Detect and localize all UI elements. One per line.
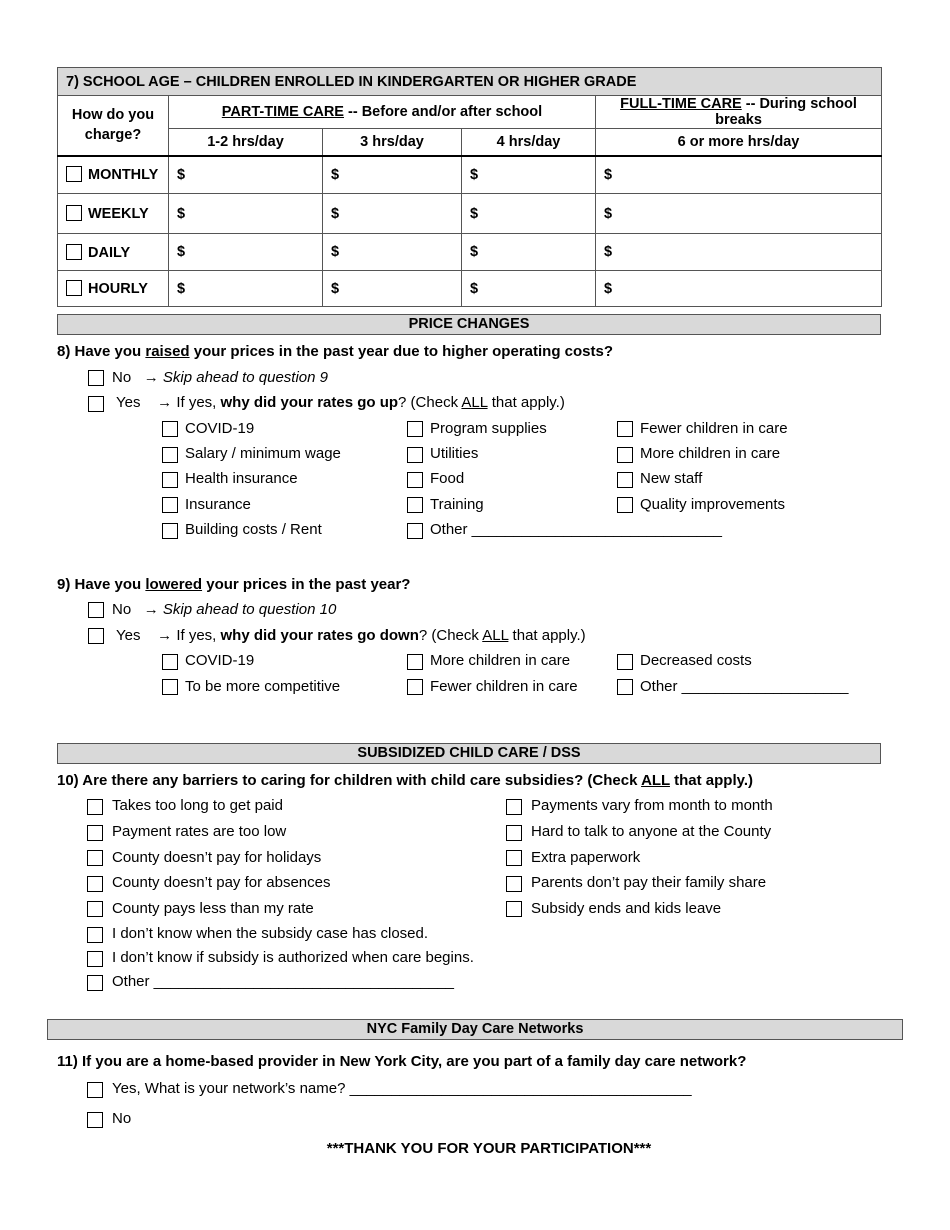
q8-reason-label: Training xyxy=(430,496,484,513)
q10-barrier-label: Subsidy ends and kids leave xyxy=(531,900,722,917)
q8-reason-checkbox[interactable] xyxy=(617,497,633,513)
q11-yes-checkbox[interactable] xyxy=(87,1082,103,1098)
q8-question: 8) Have you raised your prices in the past year due to higher operating costs? xyxy=(57,343,613,360)
q8-reason-checkbox[interactable] xyxy=(162,421,178,437)
q11-no-checkbox[interactable] xyxy=(87,1112,103,1128)
rate-input[interactable]: $ xyxy=(462,234,596,271)
q9-yes-option: Yes → If yes, why did your rates go down? (Check ALL that apply.) xyxy=(116,627,586,644)
q8-reason-label: New staff xyxy=(640,470,703,487)
q10-barrier-label: Takes too long to get paid xyxy=(112,797,283,814)
q10-barrier-checkbox[interactable] xyxy=(87,901,103,917)
q10-question: 10) Are there any barriers to caring for children with child care subsidies? (Check ALL that apply.) xyxy=(57,772,754,789)
rate-input[interactable]: $ xyxy=(462,271,596,307)
q8-reason-checkbox[interactable] xyxy=(407,447,423,463)
q8-reason-checkbox[interactable] xyxy=(407,497,423,513)
rate-frequency-hourly: HOURLY xyxy=(58,271,169,307)
rate-frequency-daily: DAILY xyxy=(58,234,169,271)
q10-barrier-checkbox[interactable] xyxy=(87,975,103,991)
col-header: 6 or more hrs/day xyxy=(596,129,882,156)
q10-barrier-checkbox[interactable] xyxy=(87,850,103,866)
col-header: 1-2 hrs/day xyxy=(169,129,323,156)
rate-input[interactable]: $ xyxy=(169,156,323,194)
q10-barrier-label: County doesn’t pay for absences xyxy=(112,874,331,891)
q8-reason-checkbox[interactable] xyxy=(162,523,178,539)
arrow-right-icon: → xyxy=(143,369,159,386)
q8-reason-label: COVID-19 xyxy=(185,420,255,437)
rate-input[interactable]: $ xyxy=(169,271,323,307)
q9-yes-checkbox[interactable] xyxy=(88,628,104,644)
hourly-checkbox[interactable] xyxy=(66,280,82,296)
q8-no-option: No → Skip ahead to question 9 xyxy=(112,369,328,386)
arrow-right-icon: → xyxy=(157,627,173,644)
q10-other-field[interactable]: Other ____________________________________ xyxy=(112,973,455,990)
q8-reason-checkbox[interactable] xyxy=(407,472,423,488)
q9-reason-label: Decreased costs xyxy=(640,652,752,669)
q8-reason-label: More children in care xyxy=(640,445,781,462)
rate-input[interactable]: $ xyxy=(596,271,882,307)
q10-barrier-checkbox[interactable] xyxy=(87,951,103,967)
q8-reason-label: Program supplies xyxy=(430,420,547,437)
rate-input[interactable]: $ xyxy=(323,271,462,307)
q9-reason-label: Fewer children in care xyxy=(430,678,578,695)
q10-barrier-checkbox[interactable] xyxy=(87,799,103,815)
q9-reason-checkbox[interactable] xyxy=(617,679,633,695)
q8-reason-label: Utilities xyxy=(430,445,479,462)
q8-reason-label: Fewer children in care xyxy=(640,420,788,437)
rate-input[interactable]: $ xyxy=(462,156,596,194)
rate-input[interactable]: $ xyxy=(462,194,596,234)
rate-input[interactable]: $ xyxy=(169,234,323,271)
part-time-header: PART-TIME CARE -- Before and/or after school xyxy=(169,96,596,129)
q8-reason-checkbox[interactable] xyxy=(617,421,633,437)
q10-barrier-label: County pays less than my rate xyxy=(112,900,314,917)
q8-reason-label: Quality improvements xyxy=(640,496,786,513)
q8-reason-label: Salary / minimum wage xyxy=(185,445,341,462)
q8-reason-checkbox[interactable] xyxy=(162,447,178,463)
col-header: 4 hrs/day xyxy=(462,129,596,156)
table-row xyxy=(58,156,882,194)
q8-reason-checkbox[interactable] xyxy=(162,472,178,488)
q10-barrier-label: Parents don’t pay their family share xyxy=(531,874,767,891)
q9-no-checkbox[interactable] xyxy=(88,602,104,618)
q7-title: 7) SCHOOL AGE – CHILDREN ENROLLED IN KINDERGARTEN OR HIGHER GRADE xyxy=(58,68,882,96)
q8-reason-label: Food xyxy=(430,470,465,487)
q9-reason-checkbox[interactable] xyxy=(407,654,423,670)
col-header: 3 hrs/day xyxy=(323,129,462,156)
full-time-header: FULL-TIME CARE -- During school breaks xyxy=(596,96,882,129)
q8-reason-checkbox[interactable] xyxy=(407,421,423,437)
arrow-right-icon: → xyxy=(157,394,173,411)
q10-barrier-label: Hard to talk to anyone at the County xyxy=(531,823,772,840)
monthly-checkbox[interactable] xyxy=(66,166,82,182)
arrow-right-icon: → xyxy=(143,601,159,618)
q9-reason-label: To be more competitive xyxy=(185,678,341,695)
q10-barrier-label: Payments vary from month to month xyxy=(531,797,773,814)
q9-reason-label: More children in care xyxy=(430,652,571,669)
subsidized-care-header: SUBSIDIZED CHILD CARE / DSS xyxy=(57,743,881,764)
q9-reason-checkbox[interactable] xyxy=(617,654,633,670)
q9-reason-checkbox[interactable] xyxy=(162,654,178,670)
q8-reason-checkbox[interactable] xyxy=(617,447,633,463)
weekly-checkbox[interactable] xyxy=(66,205,82,221)
q8-reason-checkbox[interactable] xyxy=(162,497,178,513)
school-age-rates-table xyxy=(57,67,882,307)
table-row xyxy=(58,271,882,307)
daily-checkbox[interactable] xyxy=(66,244,82,260)
rate-input[interactable]: $ xyxy=(596,156,882,194)
q11-no-label: No xyxy=(112,1110,132,1127)
q10-barrier-label: I don’t know when the subsidy case has closed. xyxy=(112,925,429,942)
q9-reason-label: COVID-19 xyxy=(185,652,255,669)
q9-reason-checkbox[interactable] xyxy=(407,679,423,695)
q10-barrier-label: Payment rates are too low xyxy=(112,823,287,840)
q8-no-checkbox[interactable] xyxy=(88,370,104,386)
q8-yes-option: Yes → If yes, why did your rates go up? (Check ALL that apply.) xyxy=(116,394,565,411)
q10-barrier-label: I don’t know if subsidy is authorized when care begins. xyxy=(112,949,474,966)
q8-reason-label: Health insurance xyxy=(185,470,298,487)
price-changes-header: PRICE CHANGES xyxy=(57,314,881,335)
q10-barrier-label: County doesn’t pay for holidays xyxy=(112,849,322,866)
q10-barrier-checkbox[interactable] xyxy=(506,876,522,892)
q11-network-name-field[interactable]: Yes, What is your network’s name? _________________________________________ xyxy=(112,1080,692,1097)
q8-reason-checkbox[interactable] xyxy=(617,472,633,488)
rate-frequency-weekly: WEEKLY xyxy=(58,194,169,234)
rate-input[interactable]: $ xyxy=(169,194,323,234)
q8-yes-checkbox[interactable] xyxy=(88,396,104,412)
q8-reason-label: Building costs / Rent xyxy=(185,521,322,538)
rate-input[interactable]: $ xyxy=(596,194,882,234)
q10-barrier-label: Extra paperwork xyxy=(531,849,641,866)
q10-barrier-checkbox[interactable] xyxy=(87,825,103,841)
q10-barrier-checkbox[interactable] xyxy=(506,901,522,917)
q8-other-field[interactable]: Other ______________________________ xyxy=(430,521,722,538)
q8-reason-label: Insurance xyxy=(185,496,251,513)
thank-you-message: ***THANK YOU FOR YOUR PARTICIPATION*** xyxy=(326,1140,652,1157)
nyc-networks-header: NYC Family Day Care Networks xyxy=(47,1019,903,1040)
q9-no-option: No → Skip ahead to question 10 xyxy=(112,601,337,618)
q9-reason-checkbox[interactable] xyxy=(162,679,178,695)
rate-input[interactable]: $ xyxy=(596,234,882,271)
q9-other-field[interactable]: Other ____________________ xyxy=(640,678,849,695)
q10-barrier-checkbox[interactable] xyxy=(506,825,522,841)
q9-question: 9) Have you lowered your prices in the past year? xyxy=(57,576,411,593)
rate-input[interactable]: $ xyxy=(323,234,462,271)
rate-input[interactable]: $ xyxy=(323,194,462,234)
table-row xyxy=(58,194,882,234)
rate-input[interactable]: $ xyxy=(323,156,462,194)
q10-barrier-checkbox[interactable] xyxy=(87,876,103,892)
q11-question: 11) If you are a home-based provider in New York City, are you part of a family day care network? xyxy=(57,1053,747,1070)
q8-reason-checkbox[interactable] xyxy=(407,523,423,539)
charge-method-label: How do you charge? xyxy=(58,96,169,156)
rate-frequency-monthly: MONTHLY xyxy=(58,156,169,194)
q10-barrier-checkbox[interactable] xyxy=(506,850,522,866)
table-row xyxy=(58,234,882,271)
q10-barrier-checkbox[interactable] xyxy=(87,927,103,943)
q10-barrier-checkbox[interactable] xyxy=(506,799,522,815)
